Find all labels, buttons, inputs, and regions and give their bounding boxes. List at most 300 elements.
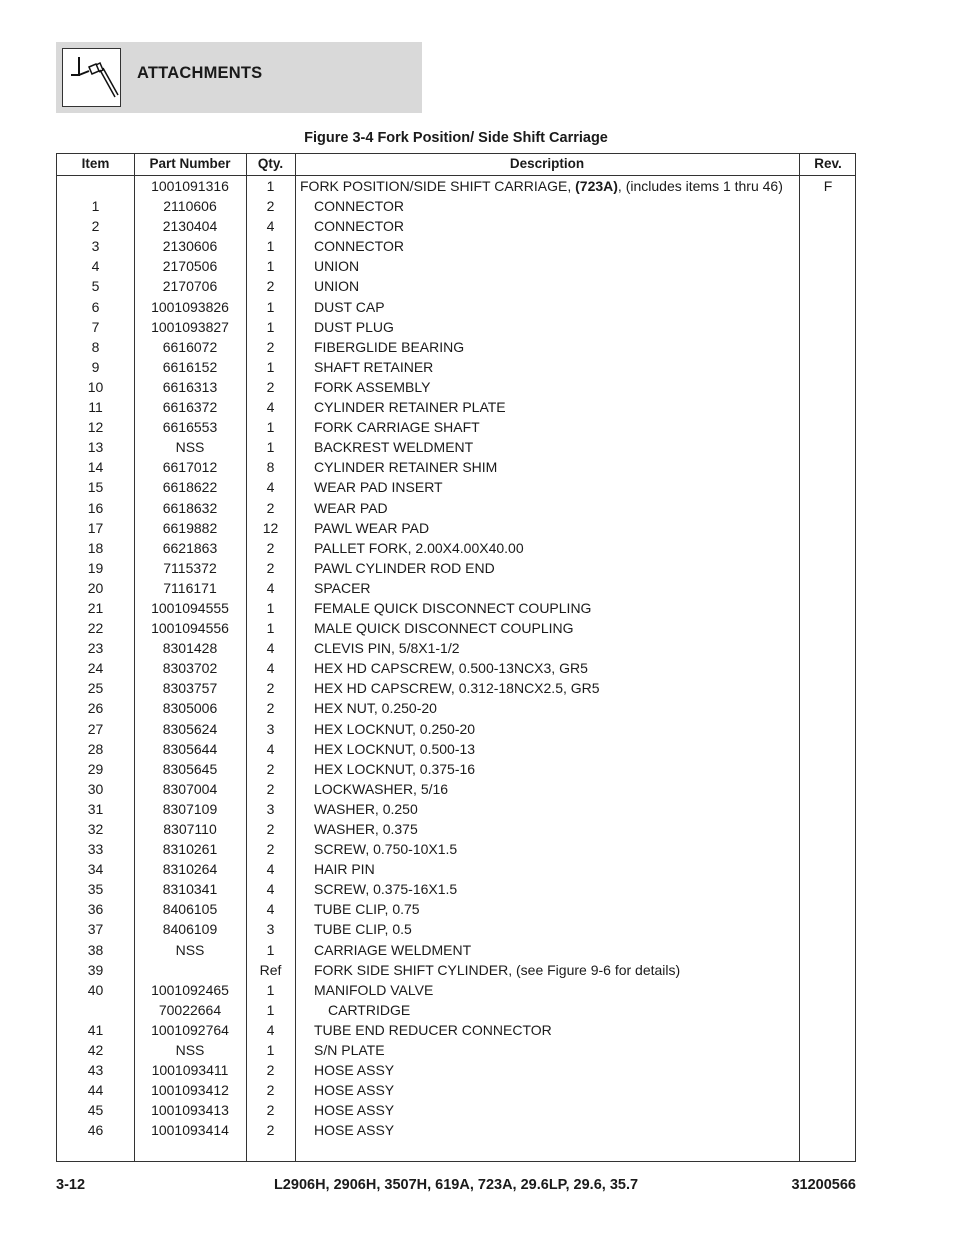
part-number: 8305624: [162, 720, 218, 737]
description: [300, 960, 809, 980]
part-number: 6616372: [162, 399, 218, 416]
description-text: HEX LOCKNUT, 0.250-20: [314, 720, 476, 737]
description-text: CYLINDER RETAINER PLATE: [314, 399, 506, 416]
quantity: 8: [266, 459, 275, 476]
item-number: 5: [91, 278, 100, 295]
item-number: 20: [87, 579, 104, 596]
item-number: 15: [87, 479, 104, 496]
quantity: 4: [266, 861, 275, 878]
description-text: CARRIAGE WELDMENT: [314, 941, 472, 958]
description-text: HEX LOCKNUT, 0.375-16: [314, 760, 476, 777]
part-number: 6618622: [162, 479, 218, 496]
table-row: [57, 397, 855, 417]
table-row: [57, 819, 855, 839]
description: [300, 196, 809, 216]
description-note: , (includes items 1 thru 46): [617, 178, 783, 194]
description: [300, 940, 809, 960]
part-number: 70022664: [158, 1001, 222, 1018]
quantity: 1: [266, 298, 275, 315]
item-number: 29: [87, 760, 104, 777]
part-number: 7115372: [163, 559, 217, 576]
quantity: 4: [266, 740, 275, 757]
item-number: 28: [87, 740, 104, 757]
item-number: 11: [88, 399, 103, 416]
hydraulic-fitting-icon: [62, 48, 121, 107]
item-number: 17: [87, 519, 104, 536]
item-number: 41: [87, 1021, 104, 1038]
description-text: TUBE CLIP, 0.5: [314, 921, 412, 938]
quantity: 12: [262, 519, 279, 536]
quantity: 4: [266, 901, 275, 918]
item-number: 9: [91, 358, 100, 375]
part-number: 8303757: [162, 680, 218, 697]
quantity: 2: [266, 780, 275, 797]
table-row: [57, 236, 855, 256]
description: [300, 678, 809, 698]
description: [300, 819, 809, 839]
part-number: NSS: [175, 1042, 205, 1059]
item-number: 38: [87, 941, 104, 958]
description-text: SPACER: [314, 579, 371, 596]
description-text: FORK CARRIAGE SHAFT: [314, 419, 480, 436]
description: [300, 538, 809, 558]
description: [300, 377, 809, 397]
part-number: NSS: [175, 941, 205, 958]
part-number: 8310264: [162, 861, 218, 878]
item-number: 10: [87, 378, 104, 395]
quantity: 1: [266, 358, 275, 375]
description: [300, 1040, 809, 1060]
description-text: HEX HD CAPSCREW, 0.500-13NCX3, GR5: [314, 660, 588, 677]
description-text: HOSE ASSY: [314, 1062, 395, 1079]
table-row: [57, 196, 855, 216]
table-row: [57, 518, 855, 538]
quantity: 2: [266, 680, 275, 697]
description-text: CARTRIDGE: [328, 1001, 411, 1018]
description: [300, 719, 809, 739]
description: [300, 638, 809, 658]
quantity: Ref: [259, 961, 282, 978]
description-text: CONNECTOR: [314, 198, 404, 215]
description-text: FORK SIDE SHIFT CYLINDER, (see Figure 9-6 for details): [314, 961, 681, 978]
description: [300, 618, 809, 638]
description: [300, 297, 809, 317]
quantity: 1: [266, 599, 275, 616]
description: [300, 919, 809, 939]
quantity: 1: [266, 941, 275, 958]
description-text: SCREW, 0.750-10X1.5: [314, 841, 458, 858]
quantity: 2: [266, 378, 275, 395]
item-number: 43: [87, 1062, 104, 1079]
table-row: [57, 176, 855, 196]
item-number: 23: [87, 640, 104, 657]
part-number: 7116171: [163, 579, 217, 596]
table-row: [57, 940, 855, 960]
part-number: 2130606: [162, 238, 218, 255]
description-text: CLEVIS PIN, 5/8X1-1/2: [314, 640, 460, 657]
table-row: [57, 919, 855, 939]
table-row: [57, 337, 855, 357]
quantity: 1: [266, 981, 275, 998]
column-header-item: Item: [81, 156, 110, 171]
description: [300, 558, 809, 578]
description: [300, 839, 809, 859]
quantity: 4: [266, 881, 275, 898]
description-text: BACKREST WELDMENT: [314, 439, 474, 456]
quantity: 2: [266, 821, 275, 837]
part-number: 1001093827: [151, 318, 229, 335]
part-number: 1001093414: [151, 1122, 229, 1139]
description: [300, 799, 809, 819]
table-row: [57, 357, 855, 377]
part-number: 6616152: [162, 358, 218, 375]
description: [300, 518, 809, 538]
table-row: [57, 578, 855, 598]
part-number: 6619882: [162, 519, 218, 536]
part-number: 8307110: [163, 821, 217, 837]
quantity: 4: [266, 399, 275, 416]
description: [300, 1000, 823, 1020]
part-number: 1001093826: [151, 298, 229, 315]
column-header-description: Description: [509, 156, 585, 171]
table-row: [57, 638, 855, 658]
description-text: PAWL WEAR PAD: [314, 519, 430, 536]
item-number: 14: [87, 459, 104, 476]
quantity: 2: [266, 1082, 275, 1099]
quantity: 4: [266, 479, 275, 496]
description-text: HOSE ASSY: [314, 1122, 395, 1139]
part-number: 8305645: [162, 760, 218, 777]
part-number: 6616553: [162, 419, 218, 436]
table-row: [57, 678, 855, 698]
part-number: 1001092764: [151, 1021, 229, 1038]
item-number: 26: [87, 700, 104, 717]
column-header-qty: Qty.: [257, 156, 284, 171]
description: [300, 1080, 809, 1100]
quantity: 1: [266, 238, 275, 255]
item-number: 45: [87, 1102, 104, 1119]
description-text: DUST PLUG: [314, 318, 394, 335]
description: [300, 176, 795, 196]
description: [300, 598, 809, 618]
description-text: SHAFT RETAINER: [314, 358, 434, 375]
part-number: 8307109: [162, 800, 218, 817]
quantity: 4: [266, 640, 275, 657]
quantity: 3: [266, 921, 275, 938]
table-row: [57, 698, 855, 718]
part-number: 1001094555: [151, 599, 229, 616]
description: [300, 980, 809, 1000]
description: [300, 759, 809, 779]
description: [300, 397, 809, 417]
quantity: 3: [266, 800, 275, 817]
description-text: HOSE ASSY: [314, 1082, 395, 1099]
quantity: 2: [266, 841, 275, 858]
description-text: FORK POSITION/SIDE SHIFT CARRIAGE,: [300, 178, 576, 194]
description-text: HOSE ASSY: [314, 1102, 395, 1119]
description: [300, 1120, 809, 1140]
item-number: 27: [87, 720, 104, 737]
description: [300, 498, 809, 518]
item-number: 1: [91, 198, 100, 215]
part-number: 6616313: [162, 378, 218, 395]
description: [300, 1100, 809, 1120]
part-number: 8406109: [162, 921, 218, 938]
quantity: 1: [266, 318, 275, 335]
description-text: UNION: [314, 258, 360, 275]
column-header-part-number: Part Number: [149, 156, 231, 171]
description-text: WEAR PAD: [314, 499, 388, 516]
table-row: [57, 558, 855, 578]
part-number: 1001092465: [151, 981, 229, 998]
description-text: CONNECTOR: [314, 218, 404, 235]
item-number: 8: [91, 338, 100, 355]
description-text: HEX HD CAPSCREW, 0.312-18NCX2.5, GR5: [314, 680, 600, 697]
item-number: 22: [87, 620, 104, 637]
part-number: 1001093413: [151, 1102, 229, 1119]
table-row: [57, 759, 855, 779]
item-number: 12: [87, 419, 104, 436]
table-row: [57, 799, 855, 819]
description-text: WASHER, 0.250: [314, 800, 418, 817]
description-text: LOCKWASHER, 5/16: [314, 780, 449, 797]
table-row: [57, 1000, 855, 1020]
item-number: 6: [91, 298, 100, 315]
item-number: 37: [87, 921, 104, 938]
description: [300, 578, 809, 598]
table-row: [57, 1040, 855, 1060]
table-row: [57, 297, 855, 317]
quantity: 2: [266, 700, 275, 717]
description: [300, 417, 809, 437]
quantity: 2: [266, 1102, 275, 1119]
item-number: 35: [87, 881, 104, 898]
item-number: 25: [87, 680, 104, 697]
item-number: 24: [87, 660, 104, 677]
table-row: [57, 276, 855, 296]
quantity: 2: [266, 338, 275, 355]
table-row: [57, 538, 855, 558]
document-number: 31200566: [791, 1177, 856, 1193]
table-row: [57, 457, 855, 477]
table-row: [57, 618, 855, 638]
description-text: CYLINDER RETAINER SHIM: [314, 459, 498, 476]
table-row: [57, 256, 855, 276]
description: [300, 658, 809, 678]
part-number: 6621863: [162, 539, 218, 556]
quantity: 2: [266, 198, 275, 215]
description-text: FORK ASSEMBLY: [314, 378, 431, 395]
part-number: 2110606: [163, 198, 217, 215]
quantity: 1: [266, 419, 275, 436]
item-number: 33: [87, 841, 104, 858]
table-row: [57, 980, 855, 1000]
model-list: L2906H, 2906H, 3507H, 619A, 723A, 29.6LP, 29.6, 35.7: [273, 1177, 639, 1193]
item-number: 30: [87, 780, 104, 797]
item-number: 36: [87, 901, 104, 918]
description: [300, 276, 809, 296]
part-number: 6616072: [162, 338, 218, 355]
revision: F: [823, 178, 833, 194]
description: [300, 337, 809, 357]
description-text: MANIFOLD VALVE: [314, 981, 434, 998]
part-number: 6618632: [162, 499, 218, 516]
table-row: [57, 417, 855, 437]
table-row: [57, 739, 855, 759]
description-text: HEX NUT, 0.250-20: [314, 700, 437, 717]
table-row: [57, 719, 855, 739]
part-number: 8303702: [162, 660, 218, 677]
description: [300, 779, 809, 799]
description-text: FEMALE QUICK DISCONNECT COUPLING: [314, 599, 592, 616]
part-number: 1001093411: [151, 1062, 229, 1079]
quantity: 4: [266, 218, 275, 235]
item-number: 42: [87, 1042, 104, 1059]
table-row: [57, 960, 855, 980]
page-number: 3-12: [56, 1177, 86, 1193]
table-row: [57, 216, 855, 236]
item-number: 31: [87, 800, 104, 817]
description-text: WASHER, 0.375: [314, 821, 418, 837]
description-text: PALLET FORK, 2.00X4.00X40.00: [314, 539, 524, 556]
description-text: CONNECTOR: [314, 238, 404, 255]
item-number: 21: [87, 599, 104, 616]
quantity: 2: [266, 559, 275, 576]
quantity: 1: [266, 258, 275, 275]
description: [300, 1060, 809, 1080]
description: [300, 437, 809, 457]
description: [300, 1020, 809, 1040]
quantity: 4: [266, 660, 275, 677]
table-row: [57, 1080, 855, 1100]
table-row: [57, 779, 855, 799]
description: [300, 317, 809, 337]
quantity: 1: [266, 620, 275, 637]
table-row: [57, 377, 855, 397]
quantity: 1: [266, 1042, 275, 1059]
item-number: 32: [87, 821, 104, 837]
description-text: TUBE CLIP, 0.75: [314, 901, 420, 918]
parts-table: [56, 153, 856, 1162]
quantity: 4: [266, 1021, 275, 1038]
quantity: 1: [266, 439, 275, 456]
description-text: PAWL CYLINDER ROD END: [314, 559, 495, 576]
description-text: TUBE END REDUCER CONNECTOR: [314, 1021, 552, 1038]
table-row: [57, 598, 855, 618]
item-number: 2: [91, 218, 100, 235]
description: [300, 256, 809, 276]
quantity: 2: [266, 1062, 275, 1079]
quantity: 2: [266, 539, 275, 556]
part-number: 1001094556: [151, 620, 229, 637]
quantity: 1: [266, 178, 275, 194]
quantity: 2: [266, 278, 275, 295]
description-text: DUST CAP: [314, 298, 385, 315]
item-number: 46: [87, 1122, 104, 1139]
part-number: 1001091316: [151, 178, 229, 194]
table-row: [57, 437, 855, 457]
table-row: [57, 498, 855, 518]
part-number: 2170706: [162, 278, 218, 295]
table-row: [57, 899, 855, 919]
description-text: FIBERGLIDE BEARING: [314, 338, 465, 355]
table-row: [57, 839, 855, 859]
item-number: 4: [91, 258, 100, 275]
item-number: 19: [87, 559, 104, 576]
description: [300, 859, 809, 879]
part-number: 8307004: [162, 780, 218, 797]
table-row: [57, 1120, 855, 1140]
part-number: 8305644: [162, 740, 218, 757]
part-number: 8305006: [162, 700, 218, 717]
table-row: [57, 1100, 855, 1120]
description-text: MALE QUICK DISCONNECT COUPLING: [314, 620, 574, 637]
section-title: ATTACHMENTS: [137, 64, 263, 82]
item-number: 18: [87, 539, 104, 556]
description: [300, 899, 809, 919]
description-text: HEX LOCKNUT, 0.500-13: [314, 740, 476, 757]
item-number: 39: [87, 961, 104, 978]
item-number: 34: [87, 861, 104, 878]
table-row: [57, 477, 855, 497]
description: [300, 216, 809, 236]
part-number: 8310341: [162, 881, 218, 898]
description: [300, 477, 809, 497]
part-number: 2170506: [162, 258, 218, 275]
item-number: 44: [87, 1082, 104, 1099]
item-number: 16: [87, 499, 104, 516]
item-number: 13: [87, 439, 104, 456]
table-row: [57, 658, 855, 678]
column-header-rev: Rev.: [814, 156, 842, 171]
description: [300, 357, 809, 377]
description: [300, 457, 809, 477]
table-body: [57, 176, 855, 1141]
part-number: 8406105: [162, 901, 218, 918]
quantity: 2: [266, 1122, 275, 1139]
part-number: 1001093412: [151, 1082, 229, 1099]
description: [300, 698, 809, 718]
table-row: [57, 879, 855, 899]
model-code: (723A): [575, 178, 618, 194]
item-number: 7: [91, 318, 100, 335]
description: [300, 236, 809, 256]
description-text: HAIR PIN: [314, 861, 375, 878]
part-number: 8301428: [162, 640, 218, 657]
table-row: [57, 1020, 855, 1040]
table-row: [57, 1060, 855, 1080]
table-row: [57, 317, 855, 337]
description-text: SCREW, 0.375-16X1.5: [314, 881, 458, 898]
quantity: 2: [266, 760, 275, 777]
part-number: NSS: [175, 439, 205, 456]
item-number: 40: [87, 981, 104, 998]
table-row: [57, 859, 855, 879]
quantity: 1: [266, 1001, 275, 1018]
item-number: 3: [91, 238, 100, 255]
figure-title: Figure 3-4 Fork Position/ Side Shift Carriage: [304, 130, 608, 146]
description: [300, 739, 809, 759]
quantity: 3: [266, 720, 275, 737]
quantity: 4: [266, 579, 275, 596]
description-text: UNION: [314, 278, 360, 295]
description: [300, 879, 809, 899]
description-text: WEAR PAD INSERT: [314, 479, 443, 496]
part-number: 2130404: [162, 218, 218, 235]
quantity: 2: [266, 499, 275, 516]
description-text: S/N PLATE: [314, 1042, 385, 1059]
part-number: 8310261: [162, 841, 218, 858]
